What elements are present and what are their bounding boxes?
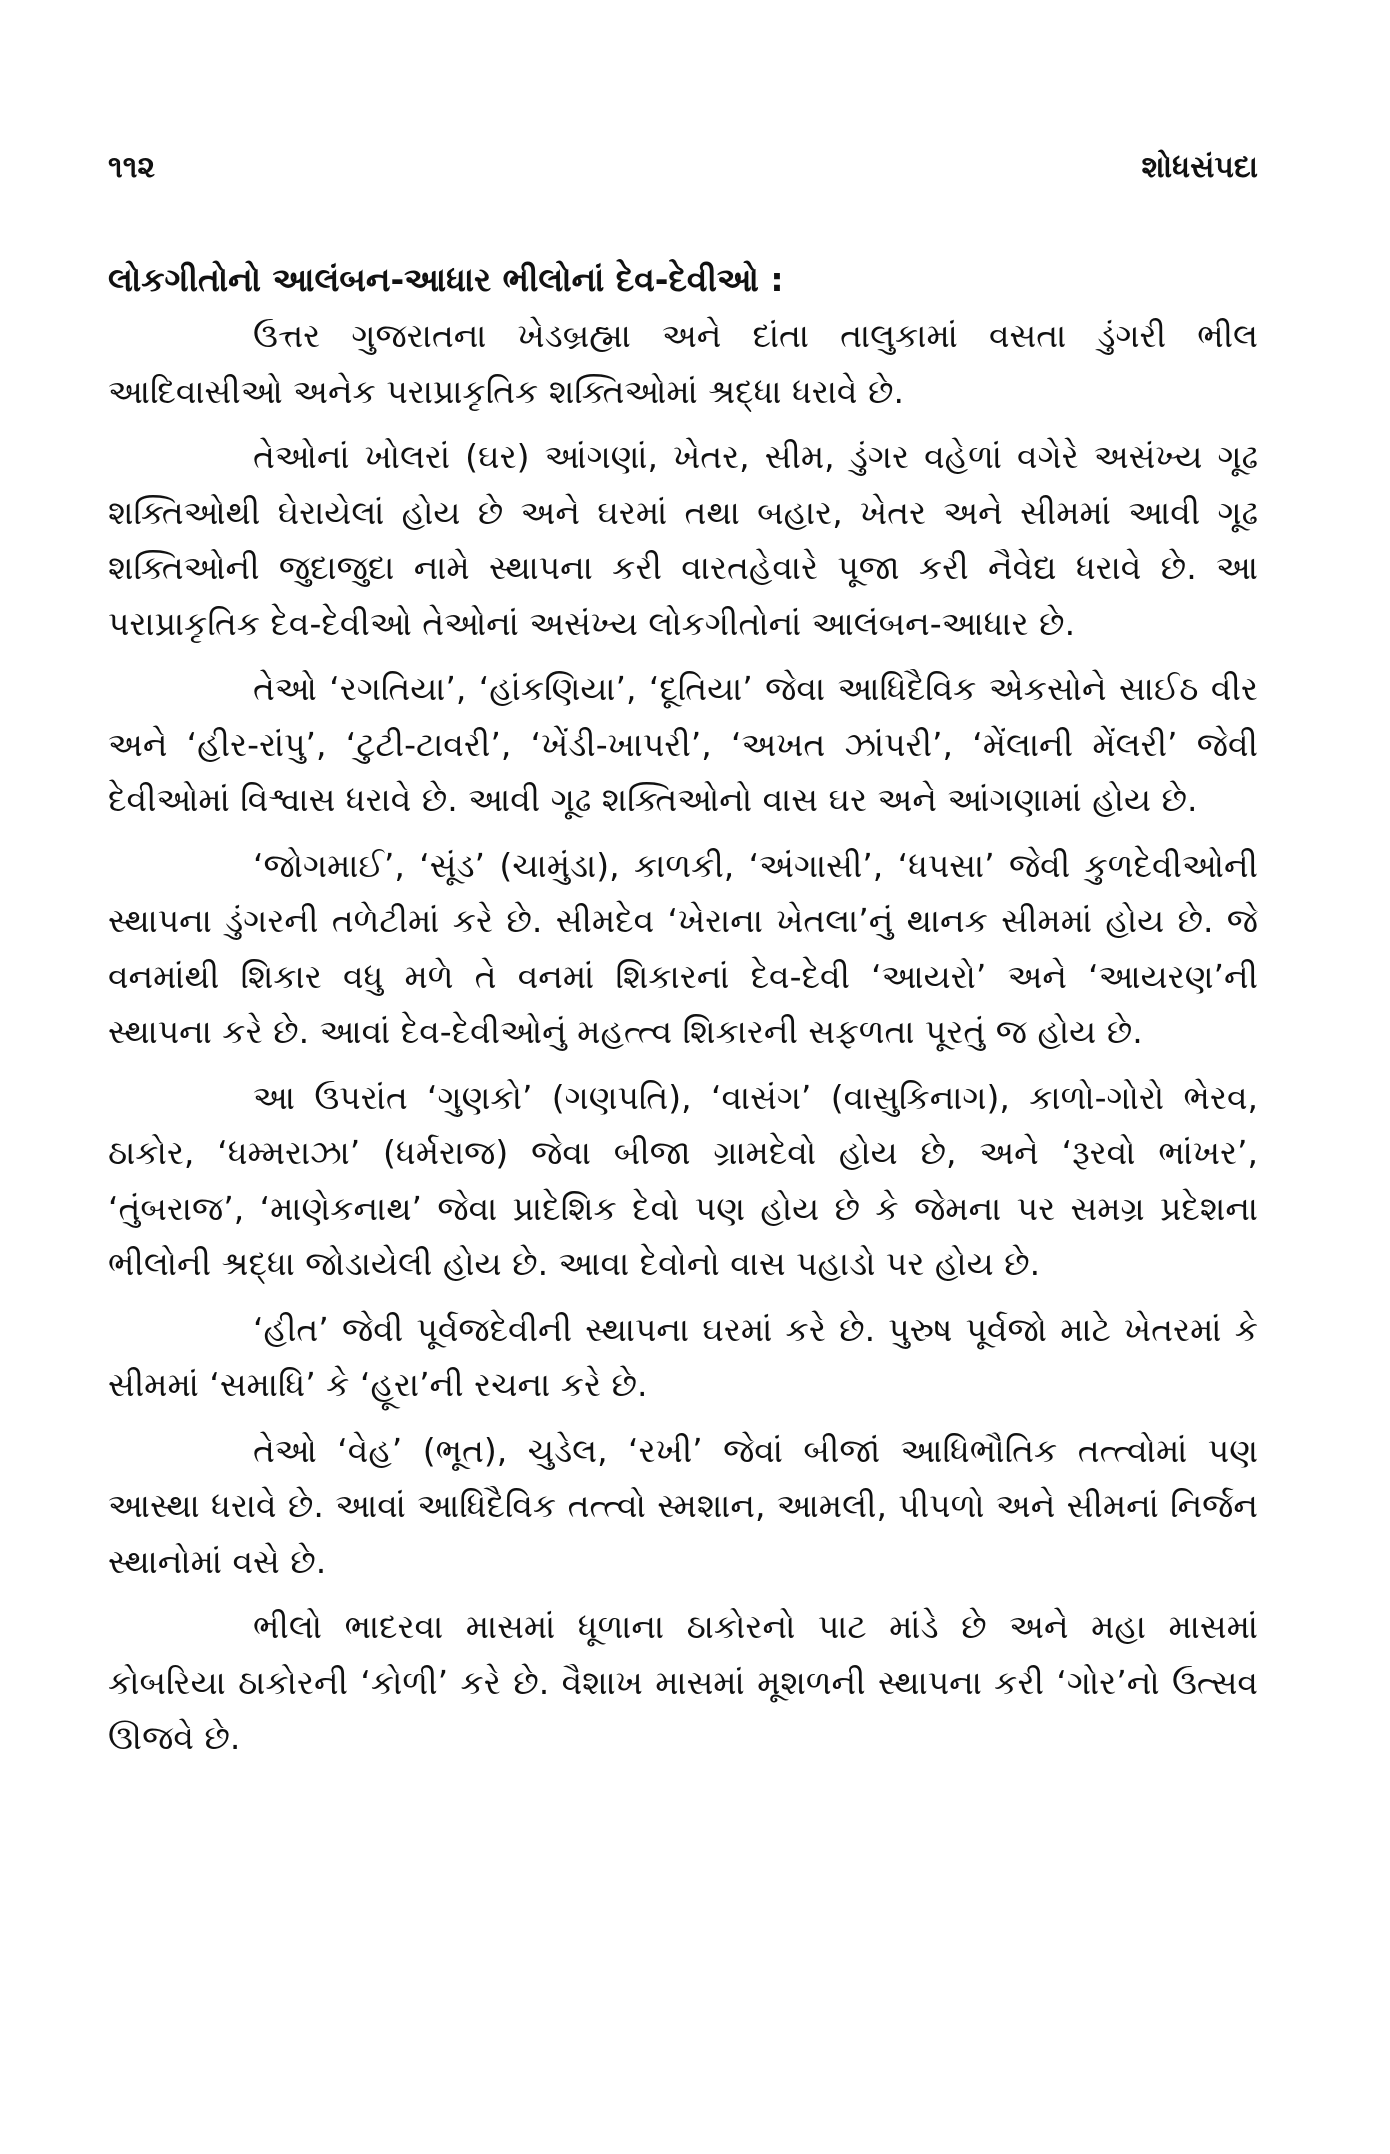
body-text bbox=[108, 308, 1258, 1766]
paragraph-6: ‘હીત’ જેવી પૂર્વજદેવીની સ્થાપના ઘરમાં કરે છે. પુરુષ પૂર્વજો માટે ખેતરમાં કે સીમમાં ‘સમાધિ’ કે ‘હૂરા’ની રચના કરે છે. bbox=[108, 1309, 1258, 1404]
paragraph-1: ઉત્તર ગુજરાતના ખેડબ્રહ્મા અને દાંતા તાલુકામાં વસતા ડુંગરી ભીલ આદિવાસીઓ અનેક પરાપ્રાકૃતિક શક્તિઓમાં શ્રદ્ધા ધરાવે છે. bbox=[108, 316, 1258, 411]
paragraph-5: આ ઉપરાંત ‘ગુણકો’ (ગણપતિ), ‘વાસંગ’ (વાસુકિનાગ), કાળો-ગોરો ભેરવ, ઠાકોર, ‘ધમ્મરાઝા’ (ધર્મરાજ) જેવા બીજા ગ્રામદેવો હોય છે, અને ‘રૂરવો ભાંખર’, ‘તુંબરાજ’, ‘માણેકનાથ’ જેવા પ્રાદેશિક દેવો પણ હોય છે કે જેમના પર સમગ્ર પ્રદેશના ભીલોની શ્રદ્ધા જોડાયેલી હોય છે. આવા દેવોનો વાસ પહાડો પર હોય છે. bbox=[108, 1077, 1258, 1283]
page-number: ૧૧૨ bbox=[108, 150, 156, 185]
paragraph-4: ‘જોગમાઈ’, ‘સૂંડ’ (ચામુંડા), કાળકી, ‘અંગાસી’, ‘ધપસા’ જેવી કુળદેવીઓની સ્થાપના ડુંગરની તળેટીમાં કરે છે. સીમદેવ ‘ખેરાના ખેતલા’નું થાનક સીમમાં હોય છે. જે વનમાંથી શિકાર વધુ મળે તે વનમાં શિકારનાં દેવ-દેવી ‘આયરો’ અને ‘આયરણ’ની સ્થાપના કરે છે. આવાં દેવ-દેવીઓનું મહત્ત્વ શિકારની સફળતા પૂરતું જ હોય છે. bbox=[108, 845, 1258, 1051]
book-page bbox=[108, 150, 1258, 1766]
paragraph-3: તેઓ ‘રગતિયા’, ‘હાંકણિયા’, ‘દૂતિયા’ જેવા આધિદૈવિક એકસોને સાઈઠ વીર અને ‘હીર-રાંપુ’, ‘ટુટી-ટાવરી’, ‘ખેંડી-ખાપરી’, ‘અખત ઝાંપરી’, ‘મેંલાની મેંલરી’ જેવી દેવીઓમાં વિશ્વાસ ધરાવે છે. આવી ગૂઢ શક્તિઓનો વાસ ઘર અને આંગણામાં હોય છે. bbox=[108, 669, 1258, 819]
paragraph-7: તેઓ ‘વેહ’ (ભૂત), ચુડેલ, ‘રખી’ જેવાં બીજાં આધિભૌતિક તત્ત્વોમાં પણ આસ્થા ધરાવે છે. આવાં આધિદૈવિક તત્ત્વો સ્મશાન, આમલી, પીપળો અને સીમનાં નિર્જન સ્થાનોમાં વસે છે. bbox=[108, 1430, 1258, 1581]
paragraph-8: ભીલો ભાદરવા માસમાં ધૂળાના ઠાકોરનો પાટ માંડે છે અને મહા માસમાં કોબરિયા ઠાકોરની ‘કોળી’ કરે છે. વૈશાખ માસમાં મૂશળની સ્થાપના કરી ‘ગોર’નો ઉત્સવ ઊજવે છે. bbox=[108, 1607, 1258, 1757]
paragraph-2: તેઓનાં ખોલરાં (ઘર) આંગણાં, ખેતર, સીમ, ડુંગર વહેળાં વગેરે અસંખ્ય ગૂઢ શક્તિઓથી ઘેરાયેલાં હોય છે અને ઘરમાં તથા બહાર, ખેતર અને સીમમાં આવી ગૂઢ શક્તિઓની જુદાજુદા નામે સ્થાપના કરી વારતહેવારે પૂજા કરી નૈવેદ્ય ધરાવે છે. આ પરાપ્રાકૃતિક દેવ-દેવીઓ તેઓનાં અસંખ્ય લોકગીતોનાં આલંબન-આધાર છે. bbox=[108, 437, 1258, 643]
book-title: શોધસંપદા bbox=[1141, 150, 1258, 185]
section-heading: લોકગીતોનો આલંબન-આધાર ભીલોનાં દેવ-દેવીઓ : bbox=[108, 260, 784, 299]
running-header bbox=[108, 150, 1258, 210]
